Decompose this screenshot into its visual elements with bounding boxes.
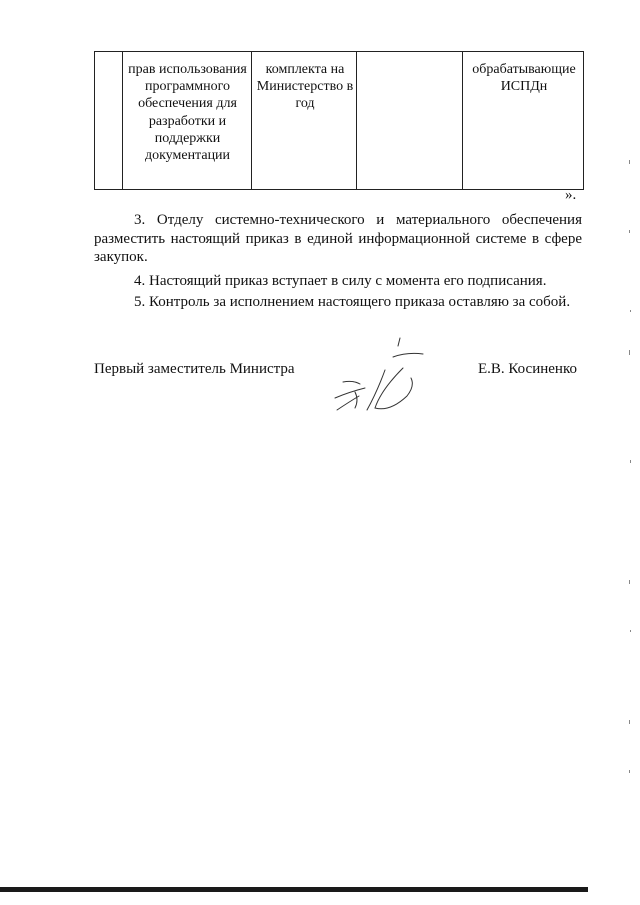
table-border-left bbox=[94, 52, 95, 189]
closing-quote: ». bbox=[565, 187, 577, 203]
paragraph-3: 3. Отделу системно-технического и материального обеспечения разместить настоящий приказ в единой информационной системе в сфере закупок. bbox=[94, 212, 582, 265]
table-cell-users: обрабатывающие ИСПДн bbox=[472, 62, 576, 95]
table-divider bbox=[122, 52, 123, 189]
scan-edge-bar bbox=[0, 887, 588, 892]
signatory-title: Первый заместитель Министра bbox=[94, 361, 295, 377]
table-cell-software-rights: прав использования программного обеспечения для разработки и поддержки документации bbox=[128, 62, 247, 164]
scan-noise bbox=[624, 160, 634, 780]
paragraph-4: 4. Настоящий приказ вступает в силу с момента его подписания. bbox=[134, 273, 547, 289]
paragraph-5: 5. Контроль за исполнением настоящего приказа оставляю за собой. bbox=[134, 294, 571, 310]
table-cell-quantity: комплекта на Министерство в год bbox=[256, 62, 354, 112]
table-divider bbox=[462, 52, 463, 189]
signatory-name: Е.В. Косиненко bbox=[478, 361, 577, 377]
table-divider bbox=[251, 52, 252, 189]
table-fragment bbox=[94, 51, 584, 190]
handwritten-signature bbox=[315, 330, 445, 420]
